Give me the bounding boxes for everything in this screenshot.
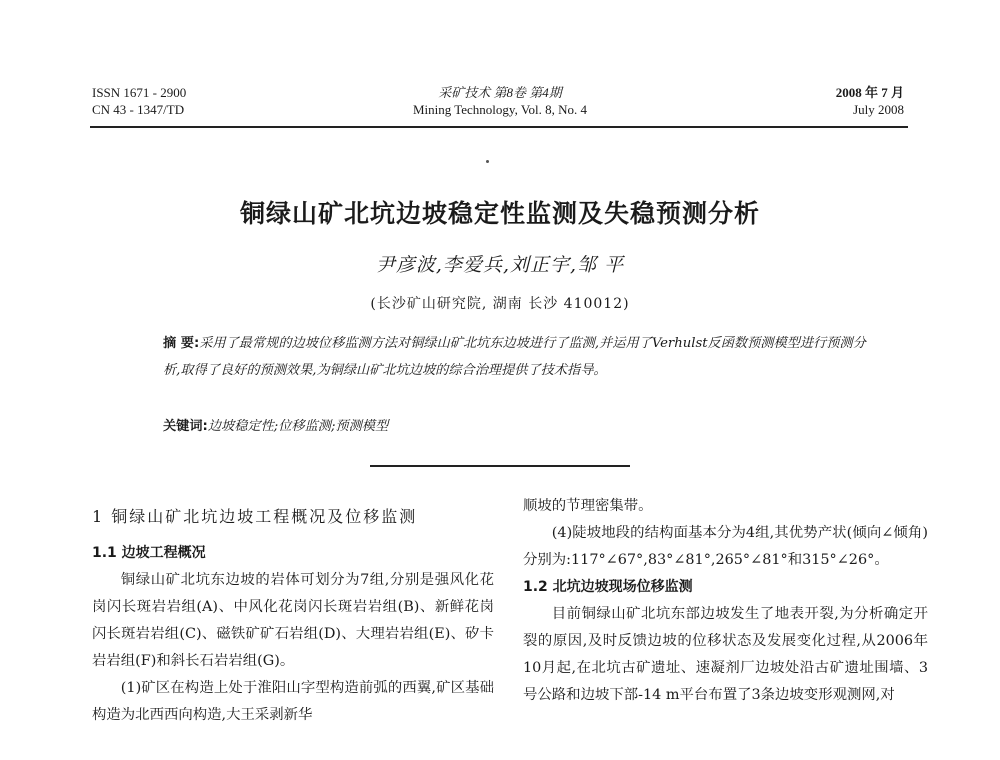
journal-cn: 采矿技术 第8卷 第4期 [438, 85, 562, 100]
keywords-label: 关键词: [163, 419, 208, 434]
abstract [163, 330, 883, 384]
right-column [523, 493, 928, 709]
paragraph: 铜绿山矿北坑东边坡的岩体可划分为7组,分别是强风化花岗闪长斑岩岩组(A)、中风化花岗闪长斑岩岩组(B)、新鲜花岗闪长斑岩岩组(C)、磁铁矿矿石岩组(D)、大理岩岩组(E)、矽卡岩岩组(F)和斜长石岩岩组(G)。 [92, 572, 494, 669]
affiliation: (长沙矿山研究院, 湖南 长沙 410012) [370, 296, 630, 312]
date-en: July 2008 [853, 102, 904, 117]
separator-rule [370, 465, 630, 467]
paragraph: 目前铜绿山矿北坑东部边坡发生了地表开裂,为分析确定开裂的原因,及时反馈边坡的位移状态及发展变化过程,从2006年10月起,在北坑古矿遗址、速凝剂厂边坡处沿古矿遗址围墙、3号公路和边坡下部-14 m平台布置了3条边坡变形观测网,对 [523, 606, 928, 703]
section-heading: 1 铜绿山矿北坑边坡工程概况及位移监测 [92, 507, 418, 526]
cn-number: CN 43 - 1347/TD [92, 102, 185, 117]
journal-en: Mining Technology, Vol. 8, No. 4 [412, 102, 588, 117]
keywords-text: 边坡稳定性;位移监测;预测模型 [207, 419, 389, 434]
abstract-label: 摘 要: [163, 336, 200, 351]
authors: 尹彦波,李爱兵,刘正宇,邹 平 [375, 254, 625, 276]
paragraph: (4)陡坡地段的结构面基本分为4组,其优势产状(倾向∠倾角)分别为:117°∠67°,83°∠81°,265°∠81°和315°∠26°。 [523, 525, 928, 568]
header-center [300, 84, 700, 118]
speck [486, 160, 489, 163]
paper-title: 铜绿山矿北坑边坡稳定性监测及失稳预测分析 [239, 199, 760, 228]
paragraph: 顺坡的节理密集带。 [523, 498, 653, 514]
date-cn: 2008 年 7 月 [835, 85, 904, 100]
issn: ISSN 1671 - 2900 [92, 85, 187, 100]
abstract-text: 采用了最常规的边坡位移监测方法对铜绿山矿北坑东边坡进行了监测,并运用了Verhulst反函数预测模型进行预测分析,取得了良好的预测效果,为铜绿山矿北坑边坡的综合治理提供了技术指导。 [163, 336, 866, 378]
header-right [836, 84, 904, 118]
header-left [92, 84, 186, 118]
subsection-heading: 1.2 北坑边坡现场位移监测 [523, 579, 693, 595]
paragraph: (1)矿区在构造上处于淮阳山字型构造前弧的西翼,矿区基础构造为北西西向构造,大王采剥新华 [92, 680, 494, 723]
left-column [92, 503, 494, 729]
keywords [163, 415, 388, 434]
subsection-heading: 1.1 边坡工程概况 [92, 545, 206, 561]
header-rule [90, 126, 908, 128]
